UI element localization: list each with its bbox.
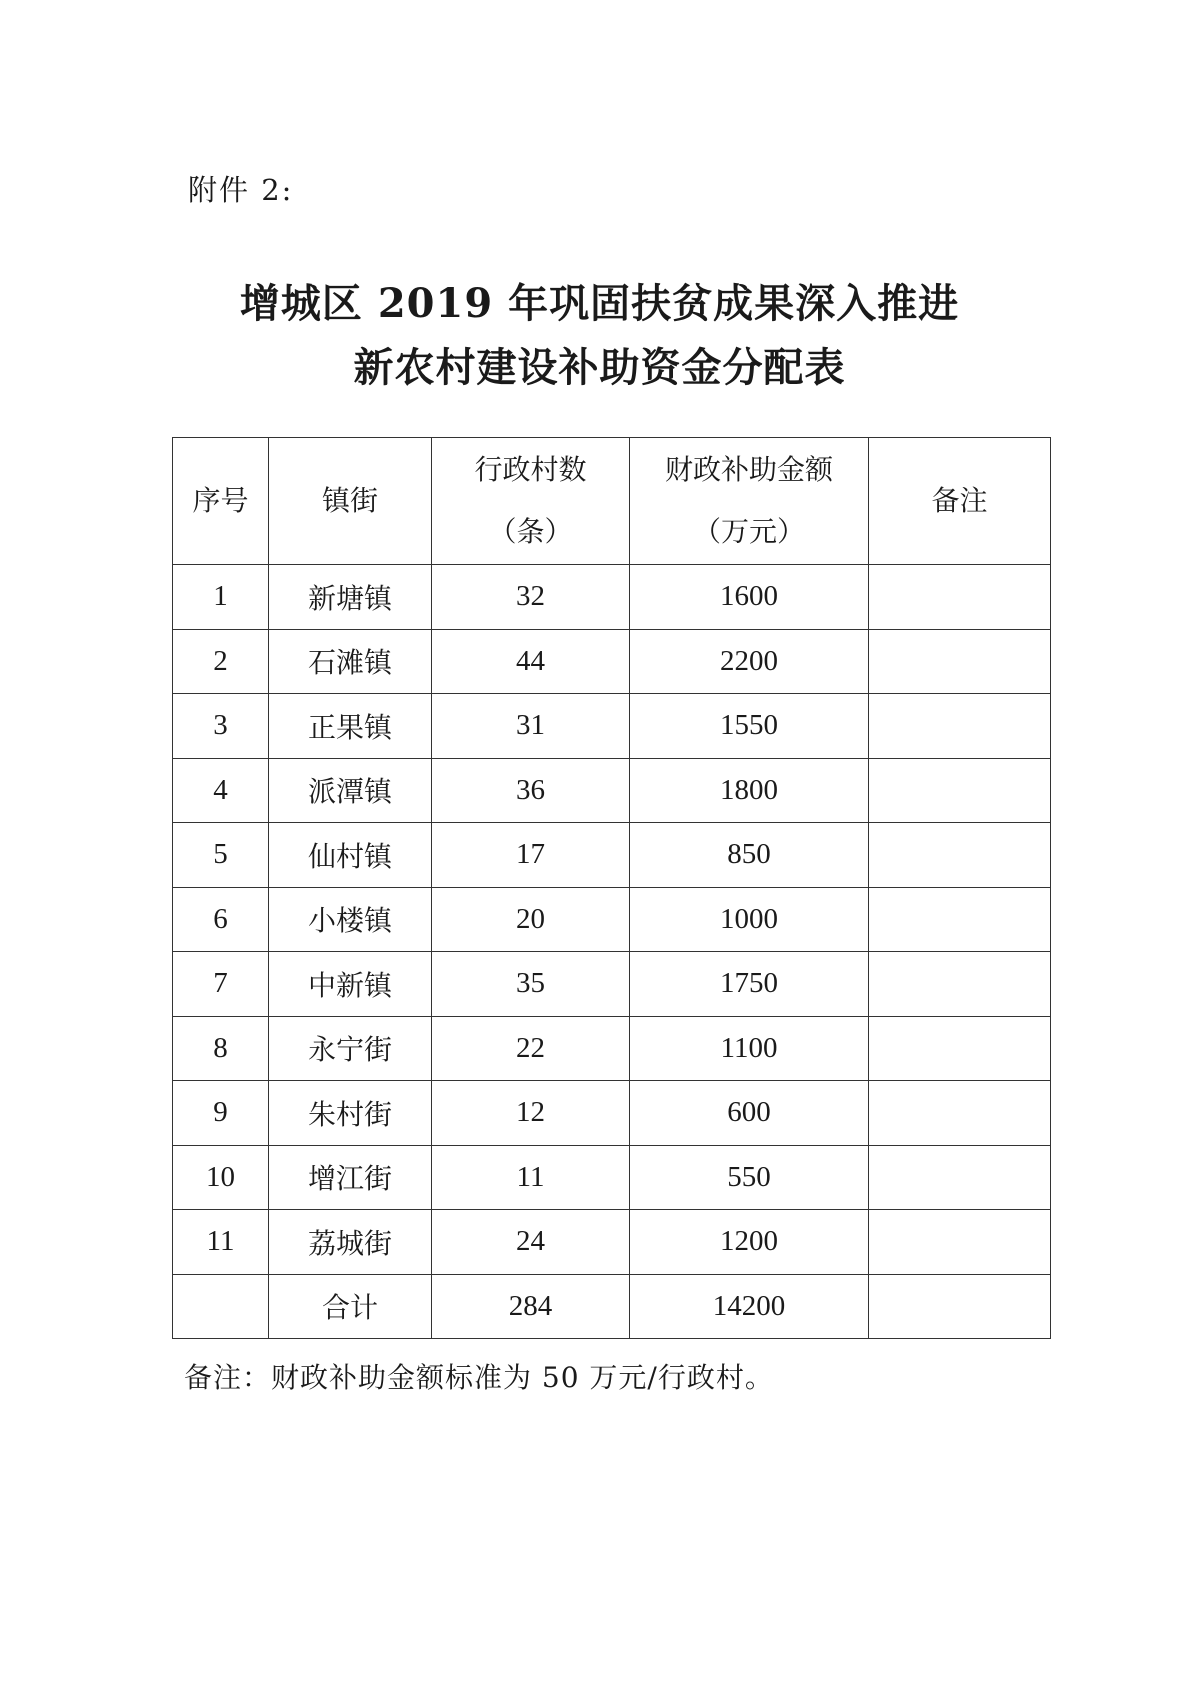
cell-villages: 32 — [432, 565, 630, 630]
cell-town: 中新镇 — [269, 952, 432, 1017]
cell-town: 荔城街 — [269, 1210, 432, 1275]
cell-index: 2 — [173, 629, 269, 694]
table-row — [173, 887, 1051, 952]
cell-index: 8 — [173, 1016, 269, 1081]
header-amount — [630, 438, 869, 565]
table-header-row — [173, 438, 1051, 565]
cell-villages: 31 — [432, 694, 630, 759]
header-amount-label: 财政补助金额 — [664, 453, 833, 486]
table-row — [173, 758, 1051, 823]
cell-amount: 600 — [630, 1081, 869, 1146]
cell-remark — [869, 1081, 1051, 1146]
cell-amount: 1750 — [630, 952, 869, 1017]
cell-amount: 1000 — [630, 887, 869, 952]
cell-remark — [869, 823, 1051, 888]
cell-villages: 35 — [432, 952, 630, 1017]
cell-town: 石滩镇 — [269, 629, 432, 694]
cell-index: 1 — [173, 565, 269, 630]
cell-remark — [869, 1210, 1051, 1275]
cell-remark — [869, 694, 1051, 759]
total-villages: 284 — [432, 1274, 630, 1339]
total-label: 合计 — [269, 1274, 432, 1339]
cell-index: 5 — [173, 823, 269, 888]
cell-amount: 1100 — [630, 1016, 869, 1081]
header-villages — [432, 438, 630, 565]
cell-villages: 44 — [432, 629, 630, 694]
cell-amount: 2200 — [630, 629, 869, 694]
cell-amount: 550 — [630, 1145, 869, 1210]
table-row — [173, 1145, 1051, 1210]
cell-villages: 11 — [432, 1145, 630, 1210]
cell-remark — [869, 1016, 1051, 1081]
table-row — [173, 565, 1051, 630]
table-row — [173, 823, 1051, 888]
cell-villages: 20 — [432, 887, 630, 952]
cell-villages: 12 — [432, 1081, 630, 1146]
header-remark: 备注 — [869, 438, 1051, 565]
cell-villages: 24 — [432, 1210, 630, 1275]
cell-index: 9 — [173, 1081, 269, 1146]
cell-villages: 17 — [432, 823, 630, 888]
cell-remark — [869, 758, 1051, 823]
cell-amount: 1600 — [630, 565, 869, 630]
cell-town: 仙村镇 — [269, 823, 432, 888]
cell-villages: 36 — [432, 758, 630, 823]
cell-town: 派潭镇 — [269, 758, 432, 823]
header-index: 序号 — [173, 438, 269, 565]
table-total-row — [173, 1274, 1051, 1339]
cell-amount: 1800 — [630, 758, 869, 823]
cell-index: 7 — [173, 952, 269, 1017]
cell-town: 永宁街 — [269, 1016, 432, 1081]
cell-index: 4 — [173, 758, 269, 823]
cell-index: 10 — [173, 1145, 269, 1210]
cell-town: 朱村街 — [269, 1081, 432, 1146]
cell-remark — [869, 952, 1051, 1017]
table-row — [173, 952, 1051, 1017]
cell-villages: 22 — [432, 1016, 630, 1081]
cell-remark — [869, 629, 1051, 694]
cell-remark — [869, 887, 1051, 952]
cell-remark — [869, 565, 1051, 630]
cell-index: 3 — [173, 694, 269, 759]
cell-amount: 1200 — [630, 1210, 869, 1275]
table-row — [173, 694, 1051, 759]
header-amount-unit: （万元） — [692, 515, 805, 548]
footnote: 备注：财政补助金额标准为 50 万元/行政村。 — [184, 1361, 774, 1394]
attachment-label: 附件 2: — [188, 173, 294, 207]
cell-town: 增江街 — [269, 1145, 432, 1210]
total-index — [173, 1274, 269, 1339]
cell-town: 新塘镇 — [269, 565, 432, 630]
cell-town: 正果镇 — [269, 694, 432, 759]
allocation-table — [172, 437, 1051, 1339]
header-villages-label: 行政村数 — [474, 453, 587, 486]
cell-index: 11 — [173, 1210, 269, 1275]
total-remark — [869, 1274, 1051, 1339]
total-amount: 14200 — [630, 1274, 869, 1339]
cell-amount: 1550 — [630, 694, 869, 759]
cell-amount: 850 — [630, 823, 869, 888]
header-villages-unit: （条） — [488, 515, 573, 548]
table-row — [173, 1210, 1051, 1275]
table-row — [173, 1016, 1051, 1081]
header-town: 镇街 — [269, 438, 432, 565]
cell-town: 小楼镇 — [269, 887, 432, 952]
cell-remark — [869, 1145, 1051, 1210]
page-title-line-1: 增城区 2019 年巩固扶贫成果深入推进 — [239, 280, 960, 327]
table-row — [173, 629, 1051, 694]
table-row — [173, 1081, 1051, 1146]
page-title-line-2: 新农村建设补助资金分配表 — [353, 344, 846, 391]
cell-index: 6 — [173, 887, 269, 952]
